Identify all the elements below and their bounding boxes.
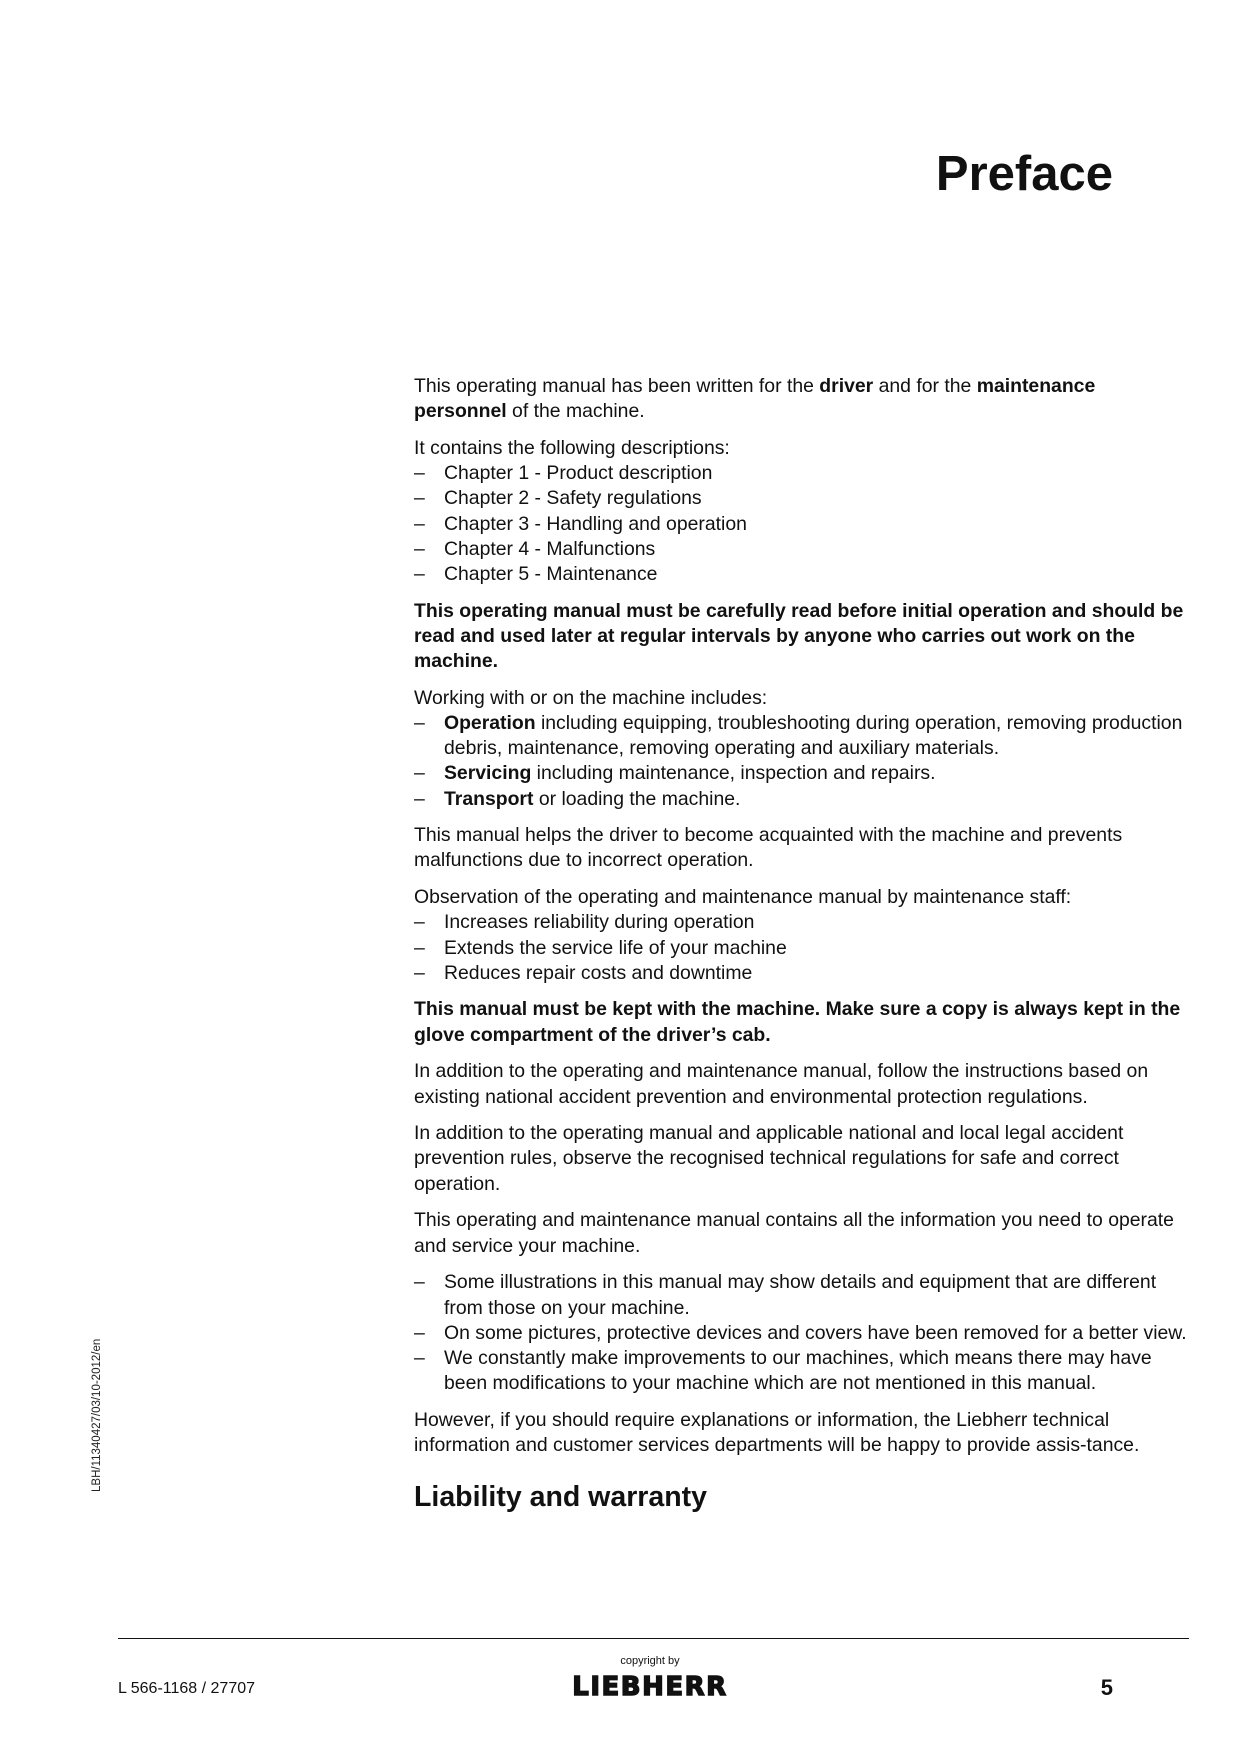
section-heading: Liability and warranty (414, 1481, 707, 1514)
intro-bold-maintenance: maintenance personnel (414, 375, 1096, 423)
warning-keep-manual (414, 997, 1189, 1047)
copyright-label: copyright by (620, 1655, 680, 1667)
page-number: 5 (1100, 1675, 1113, 1700)
chapter-list (414, 461, 1189, 587)
list-item: – Chapter 2 - Safety regulations (414, 486, 1189, 511)
logo-wordmark: LIEBHERR (572, 1672, 728, 1701)
liebherr-logo (560, 1671, 740, 1706)
list-item-text: or loading the machine. (533, 787, 741, 810)
paragraph-addition-2: In addition to the operating manual and applicable national and local legal accident prevention rules, observe the recognised technical regulations for safe and correct operation. (414, 1122, 1124, 1195)
list-item (414, 787, 1189, 812)
working-lead: Working with or on the machine includes: (414, 686, 768, 709)
paragraph-helps: This manual helps the driver to become acquainted with the machine and prevents malfunctions due to incorrect operation. (414, 824, 1123, 872)
footer-model: L 566-1168 / 27707 (118, 1680, 256, 1697)
intro-bold-driver: driver (819, 375, 874, 397)
list-item-text: including equipping, troubleshooting during operation, removing production debris, maintenance, removing operating and auxiliary materials. (444, 711, 1183, 760)
list-item (414, 761, 1189, 786)
intro-text-2: and for the (873, 375, 977, 397)
intro-text-3: of the machine. (506, 400, 645, 423)
notes-list (414, 1270, 1189, 1396)
list-item: – Increases reliability during operation (414, 910, 1189, 935)
paragraph-however: However, if you should require explanations or information, the Liebherr technical information and customer services departments will be happy to provide assis-tance. (414, 1408, 1140, 1457)
observation-list (414, 910, 1189, 986)
warning-read-manual-text: This operating manual must be carefully read before initial operation and should be read and used later at regular intervals by anyone who carries out work on the machine. (414, 599, 1184, 673)
document-code: LBH/11340427/03/10-2012/en (91, 1338, 103, 1492)
observation-lead: Observation of the operating and maintenance manual by maintenance staff: (414, 886, 1072, 909)
list-item: – Chapter 4 - Malfunctions (414, 537, 1189, 562)
intro-text-1: This operating manual has been written for the (414, 375, 820, 397)
warning-read-manual (414, 599, 1189, 675)
list-item: – We constantly make improvements to our machines, which means there may have been modifications to your machine which are not mentioned in this manual. (414, 1346, 1189, 1396)
list-item: – Chapter 3 - Handling and operation (414, 512, 1189, 537)
list-item: – Chapter 1 - Product description (414, 461, 1189, 486)
preface-body (414, 374, 1189, 1514)
warning-keep-manual-text: This manual must be kept with the machine. Make sure a copy is always kept in the glove compartment of the driver’s cab. (414, 998, 1181, 1046)
list-item-bold: Operation (444, 711, 536, 734)
list-item: – Some illustrations in this manual may show details and equipment that are different from those on your machine. (414, 1270, 1189, 1320)
contains-lead: It contains the following descriptions: (414, 436, 730, 459)
list-item (414, 711, 1189, 761)
list-item-bold: Servicing (444, 762, 532, 785)
list-item: – On some pictures, protective devices and covers have been removed for a better view. (414, 1321, 1189, 1346)
list-item: – Reduces repair costs and downtime (414, 961, 1189, 986)
list-item: – Extends the service life of your machine (414, 936, 1189, 961)
footer-divider (118, 1638, 1189, 1639)
list-item-bold: Transport (444, 787, 534, 810)
paragraph-contains-all: This operating and maintenance manual contains all the information you need to operate and service your machine. (414, 1209, 1174, 1257)
list-item-text: including maintenance, inspection and repairs. (531, 762, 936, 785)
intro-paragraph (414, 374, 1189, 424)
list-item: – Chapter 5 - Maintenance (414, 562, 1189, 587)
paragraph-addition-1: In addition to the operating and maintenance manual, follow the instructions based on existing national accident prevention and environmental protection regulations. (414, 1060, 1149, 1108)
working-list (414, 711, 1189, 812)
page-title: Preface (935, 147, 1113, 201)
